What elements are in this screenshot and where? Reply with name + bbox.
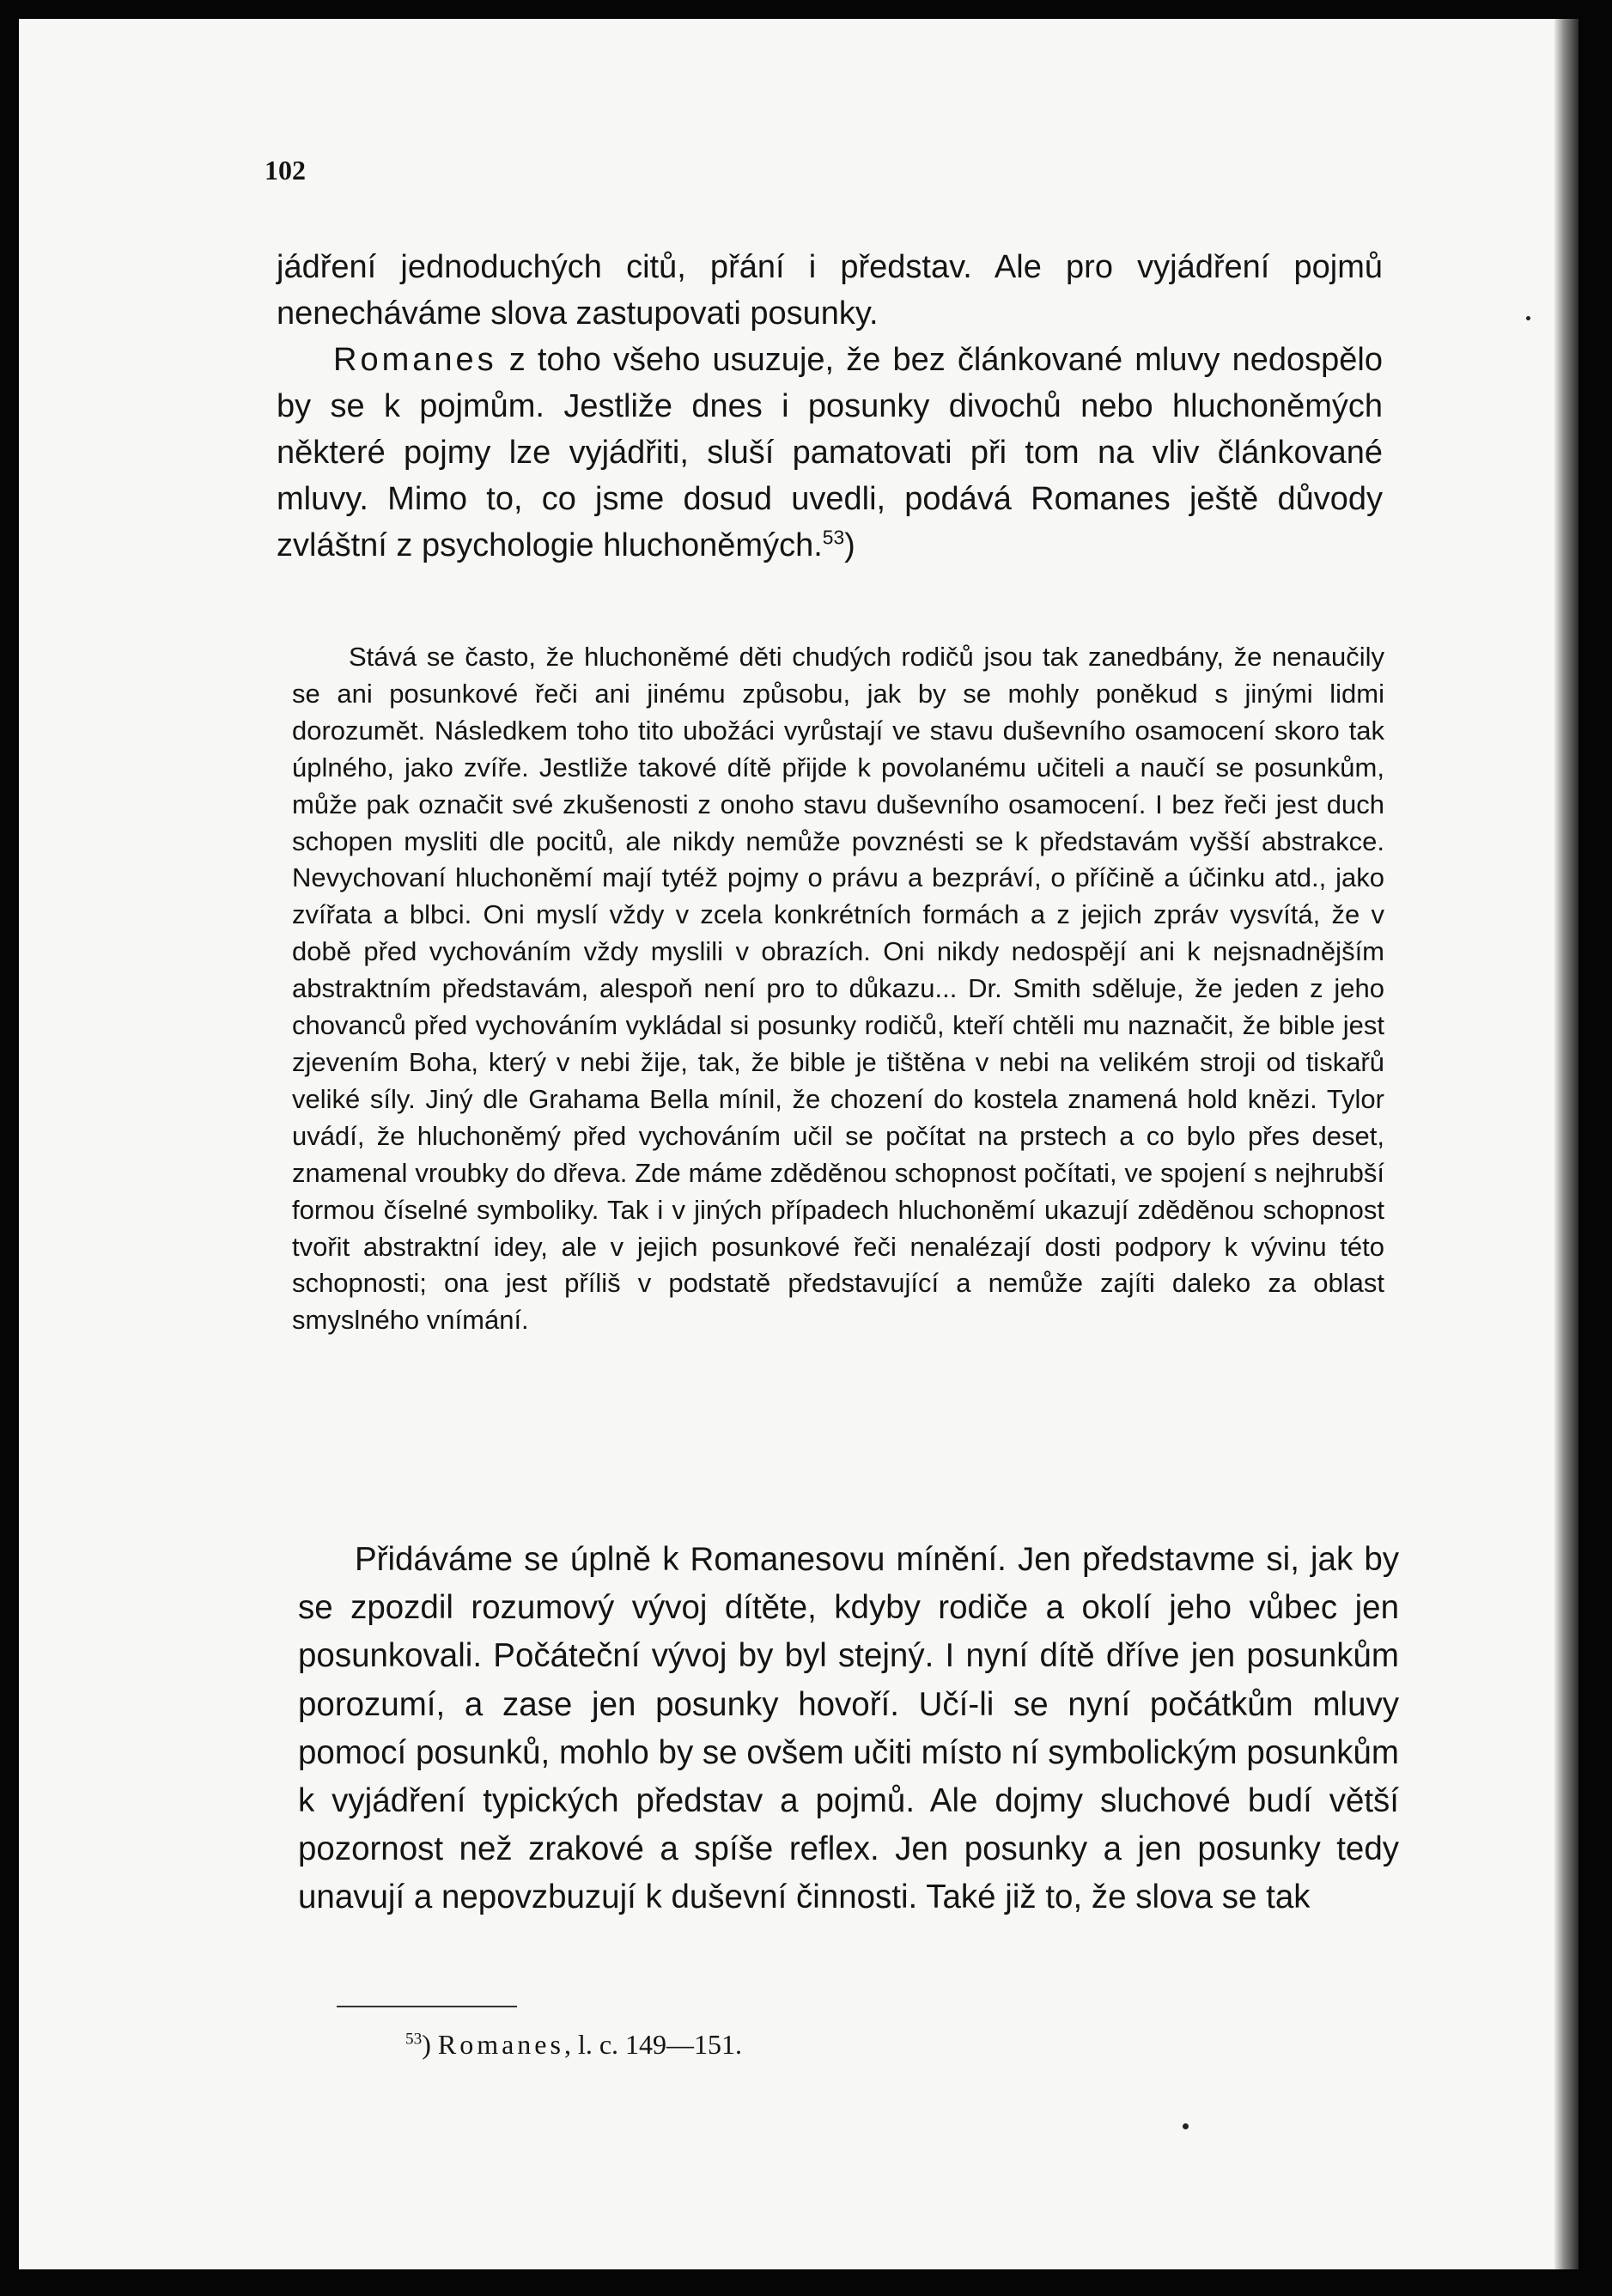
book-page xyxy=(19,19,1573,2269)
scan-speck xyxy=(1183,2123,1189,2129)
author-name-spaced: Romanes xyxy=(333,342,497,378)
conclusion-paragraph: Přidáváme se úplně k Romanesovu mínění. Jen představme si, jak by se zpozdil rozumový vývoj dítěte, kdyby rodiče a okolí jeho vůbec jen posunkovali. Počáteční vývoj by byl stejný. I nyní dítě dříve jen posunkům porozumí, a zase jen posunky hovoří. Učí-li se nyní počátkům mluvy pomocí posunků, mohlo by se ovšem učiti místo ní symbolickým posunkům k vyjádření typických představ a pojmů. Ale dojmy sluchové budí větší pozornost než zrakové a spíše reflex. Jen posunky a jen posunky tedy unavují a nepovzbuzují k duševní činnosti. Také již to, že slova se tak xyxy=(298,1541,1399,1916)
quote-paragraph: Stává se často, že hluchoněmé děti chudých rodičů jsou tak zanedbány, že nenaučily se ani posunkové řeči ani jinému způsobu, jak by se mohly poněkud s jinými lidmi dorozumět. Následkem toho tito ubožáci vyrůstají ve stavu duševního osamocení skoro tak úplného, jako zvíře. Jestliže takové dítě přijde k povolanému učiteli a naučí se posunkům, může pak označit své zkušenosti z onoho stavu duševního osamocení. I bez řeči jest duch schopen mysliti dle pocitů, ale nikdy nemůže povznésti se k představám vyšší abstrakce. Nevychovaní hluchoněmí mají tytéž pojmy o právu a bezpráví, o příčině a účinku atd., jako zvířata a blbci. Oni myslí vždy v zcela konkrétních formách a z jejich zpráv vysvítá, že v době před vychováním vždy myslili v obrazích. Oni nikdy nedospějí ani k nejsnadnějším abstraktním představám, alespoň není pro to důkazu... Dr. Smith sděluje, že jeden z jeho chovanců před vychováním vykládal si posunky rodičů, kteří chtěli mu naznačit, že bible jest zjevením Boha, který v nebi žije, tak, že bible je tištěna v nebi na velikém stroji od tiskařů veliké síly. Jiný dle Grahama Bella mínil, že chození do kostela znamená hold knězi. Tylor uvádí, že hluchoněmý před vychováním učil se počítat na prstech a co bylo přes deset, znamenal vroubky do dřeva. Zde máme zděděnou schopnost počítati, ve spojení s nejhrubší formou číselné symboliky. Tak i v jiných případech hluchoněmí ukazují zděděnou schopnost tvořit abstraktní idey, ale v jejich posunkové řeči nenalézají dosti podpory k vývinu této schopnosti; ona jest příliš v podstatě představující a nemůže zajíti daleko za oblast smyslného vnímání. xyxy=(292,642,1384,1336)
intro-romanes-paragraph xyxy=(277,337,1383,569)
block-quote xyxy=(292,639,1384,1339)
intro-line-1: jádření jednoduchých citů, přání i představ. Ale pro vyjádření pojmů nenecháváme slova zastupovati posunky. xyxy=(277,249,1383,332)
footnote-marker-paren: ) xyxy=(844,527,855,563)
page-number: 102 xyxy=(265,155,306,186)
footnote-marker: 53 xyxy=(822,526,845,549)
paragraph-intro xyxy=(277,244,1383,569)
intro-paragraph-body: z toho všeho usuzuje, že bez článkované mluvy nedospělo by se k pojmům. Jestliže dnes i posunky divochů nebo hluchoněmých některé pojmy lze vyjádřiti, sluší pamatovati při tom na vliv článkované mluvy. Mimo to, co jsme dosud uvedli, podává Romanes ještě důvody zvláštní z psychologie hluchoněmých. xyxy=(277,342,1383,563)
footnote-number: 53 xyxy=(405,2030,423,2049)
footnote-divider xyxy=(337,2006,517,2007)
footnote-reference: , l. c. 149—151. xyxy=(563,2029,743,2060)
scan-speck xyxy=(1526,316,1530,320)
footnote-paren: ) xyxy=(422,2029,431,2060)
page-edge-shadow xyxy=(1554,19,1579,2269)
footnote-author: Romanes xyxy=(437,2029,564,2060)
paragraph-conclusion xyxy=(298,1536,1399,1922)
footnote xyxy=(405,2029,742,2061)
